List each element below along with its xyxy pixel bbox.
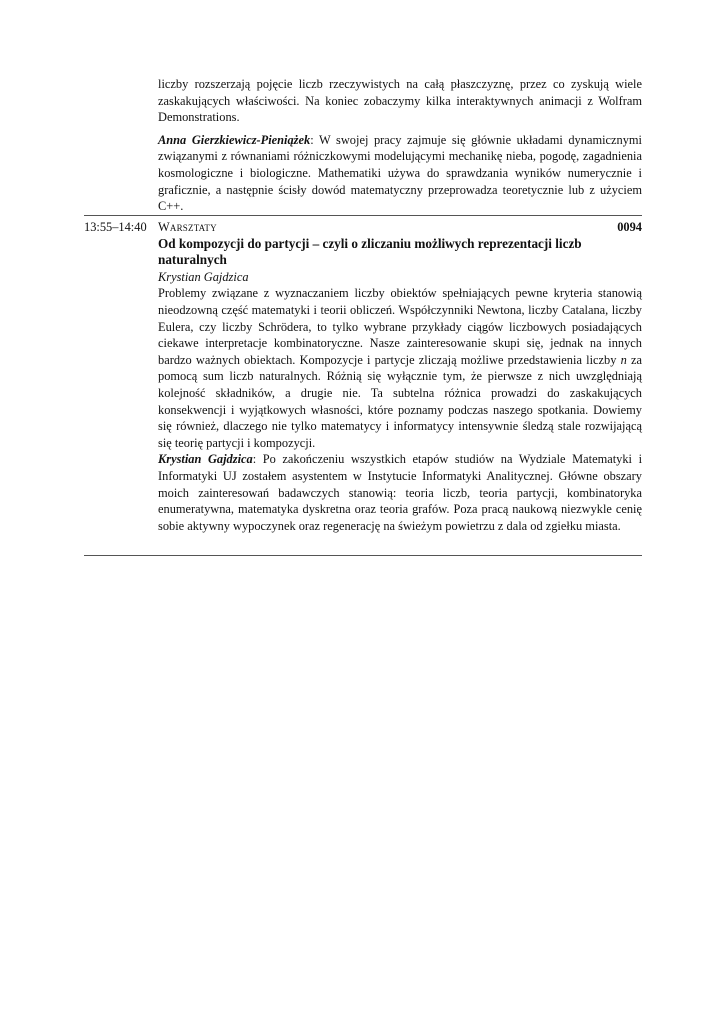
divider [84,215,642,216]
abstract-part-2: za pomocą sum liczb naturalnych. Różnią się wyłącznie tym, że pierwsze z nich uwzględniają kolejność składników, a drugie nie. Ta subtelna różnica prowadzi do zaskakujących konsekwencji i wyjątkowych własności, które poznamy podczas naszego spotkania. Dowiemy się również, dlaczego nie tylko matematycy i informatycy intensywnie śledzą stale rozwijającą się teorię partycji i kompozycji. [158,352,642,450]
abstract-part-1: Problemy związane z wyznaczaniem liczby obiektów spełniających pewne kryteria stanowią nieodzowną część matematyki i teorii obliczeń. Współczynniki Newtona, liczby Catalana, liczby Eulera, czy liczby Schrödera, to tylko wybrane przykłady ciągów liczbowych posiadających ciekawe interpretacje kombinatoryczne. Nasze zainteresowanie skupi się, jednak na innych bardzo ważnych obiektach. Kompozycje i partycje zliczają możliwe przedstawienia liczby [158,286,642,367]
bio-speaker-name: Anna Gierzkiewicz-Pieniążek [158,132,311,147]
abstract-continuation: liczby rozszerzają pojęcie liczb rzeczywistych na całą płaszczyznę, przez co zyskują wiele zaskakujących właściwości. Na koniec zobaczymy kilka interaktywnych animacji z Wolfram Demonstrations. [158,77,642,125]
speaker-bio [158,132,642,215]
session-speaker: Krystian Gajdzica [158,269,249,284]
session-header [158,219,642,236]
bio-text: : Po zakończeniu wszystkich etapów studiów na Wydziale Matematyki i Informatyki UJ zostałem asystentem w Instytucie Informatyki Analitycznej. Główne obszary moich zainteresowań badawczych stanowią: teoria liczb, teoria partycji, kombinatoryka enumeratywna, matematyka dyskretna oraz teoria grafów. Poza pracą naukową niezwykle cenię sobie aktywny wypoczynek oraz regenerację na świeżym powietrzu z dala od zgiełku miasta. [158,452,643,533]
session-title: Od kompozycji do partycji – czyli o zliczaniu możliwych reprezentacji liczb naturalnych [158,235,582,268]
bio-text: : W swojej pracy zajmuje się głównie układami dynamicznymi związanymi z równaniami różniczkowymi modelującymi mechanikę nieba, pogodę, zagadnienia kosmologiczne i biologiczne. Mathematiki używa do sprawdzania wyników numerycznie i graficznie, a następnie ścisły dowód matematyczny przeprowadza teoretycznie lub z użyciem C++. [158,132,642,214]
session-abstract [158,285,642,451]
math-variable-n: n [620,352,627,367]
session-time: 13:55–14:40 [84,220,147,234]
divider [84,555,642,556]
session-code: 0094 [617,220,642,234]
session-body [158,219,642,534]
bio-speaker-name: Krystian Gajdzica [158,452,253,467]
previous-entry [158,76,642,215]
speaker-bio [158,451,642,534]
session-type: Warsztaty [158,220,217,234]
